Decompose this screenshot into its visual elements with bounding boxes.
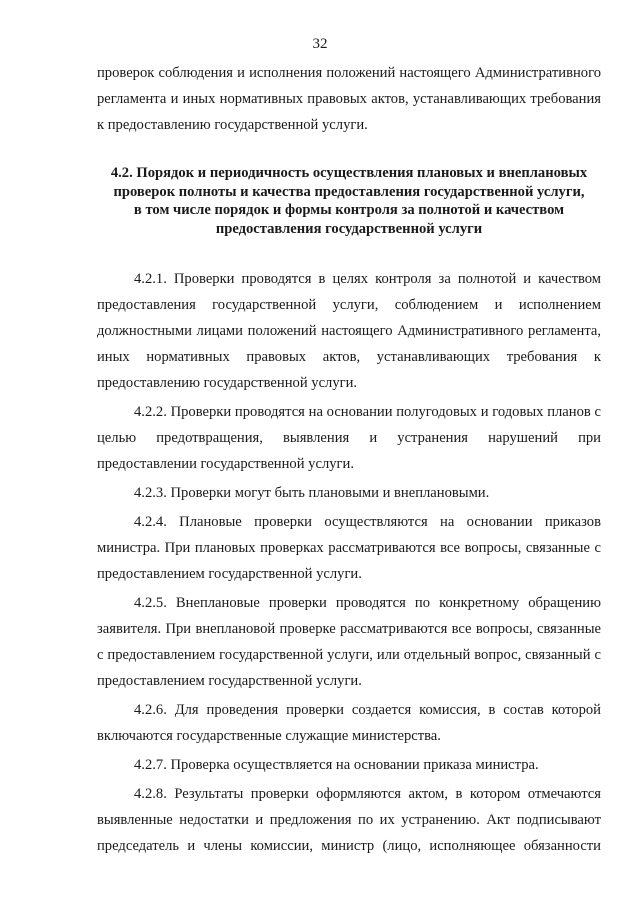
- section-heading-line: в том числе порядок и формы контроля за полнотой и качеством: [133, 202, 565, 218]
- paragraph-4-2-7: 4.2.7. Проверка осуществляется на основании приказа министра.: [134, 757, 539, 773]
- paragraph-4-2-1: 4.2.1. Проверки проводятся в целях контроля за полнотой и качеством предоставления государственной услуги, соблюдением и исполнением должностными лицами положений настоящего Административного регламента, иных нормативных правовых актов, устанавливающих требования к предоставлению государственной услуги.: [97, 271, 601, 391]
- paragraph-4-2-5: 4.2.5. Внеплановые проверки проводятся по конкретному обращению заявителя. При внеплановой проверке рассматриваются все вопросы, связанные с предоставлением государственной услуги, или отдельный вопрос, связанный с предоставлением государственной услуги.: [97, 595, 601, 689]
- section-heading-line: 4.2. Порядок и периодичность осуществления плановых и внеплановых: [110, 165, 588, 181]
- section-heading-line: предоставления государственной услуги: [215, 220, 483, 237]
- section-heading-line: проверок полноты и качества предоставления государственной услуги,: [113, 183, 585, 200]
- paragraph-4-2-3: 4.2.3. Проверки могут быть плановыми и внеплановыми.: [134, 485, 490, 501]
- paragraph-4-2-8: 4.2.8. Результаты проверки оформляются актом, в котором отмечаются выявленные недостатки и предложения по их устранению. Акт подписывают председатель и члены комиссии, министр (лицо, исполняющее обязанности: [97, 786, 601, 854]
- paragraph-4-2-6: 4.2.6. Для проведения проверки создается комиссия, в состав которой включаются государственные служащие министерства.: [97, 702, 601, 744]
- paragraph-4-2-2: 4.2.2. Проверки проводятся на основании полугодовых и годовых планов с целью предотвращения, выявления и устранения нарушений при предоставлении государственной услуги.: [97, 404, 601, 472]
- page-number: 32: [312, 36, 328, 52]
- document-body: [97, 60, 601, 859]
- paragraph-4-2-4: 4.2.4. Плановые проверки осуществляются на основании приказов министра. При плановых проверках рассматриваются все вопросы, связанные с предоставлением государственной услуги.: [97, 514, 601, 582]
- section-heading: [97, 164, 601, 238]
- intro-paragraph: проверок соблюдения и исполнения положений настоящего Административного регламента и иных нормативных правовых актов, устанавливающих требования к предоставлению государственной услуги.: [97, 65, 601, 133]
